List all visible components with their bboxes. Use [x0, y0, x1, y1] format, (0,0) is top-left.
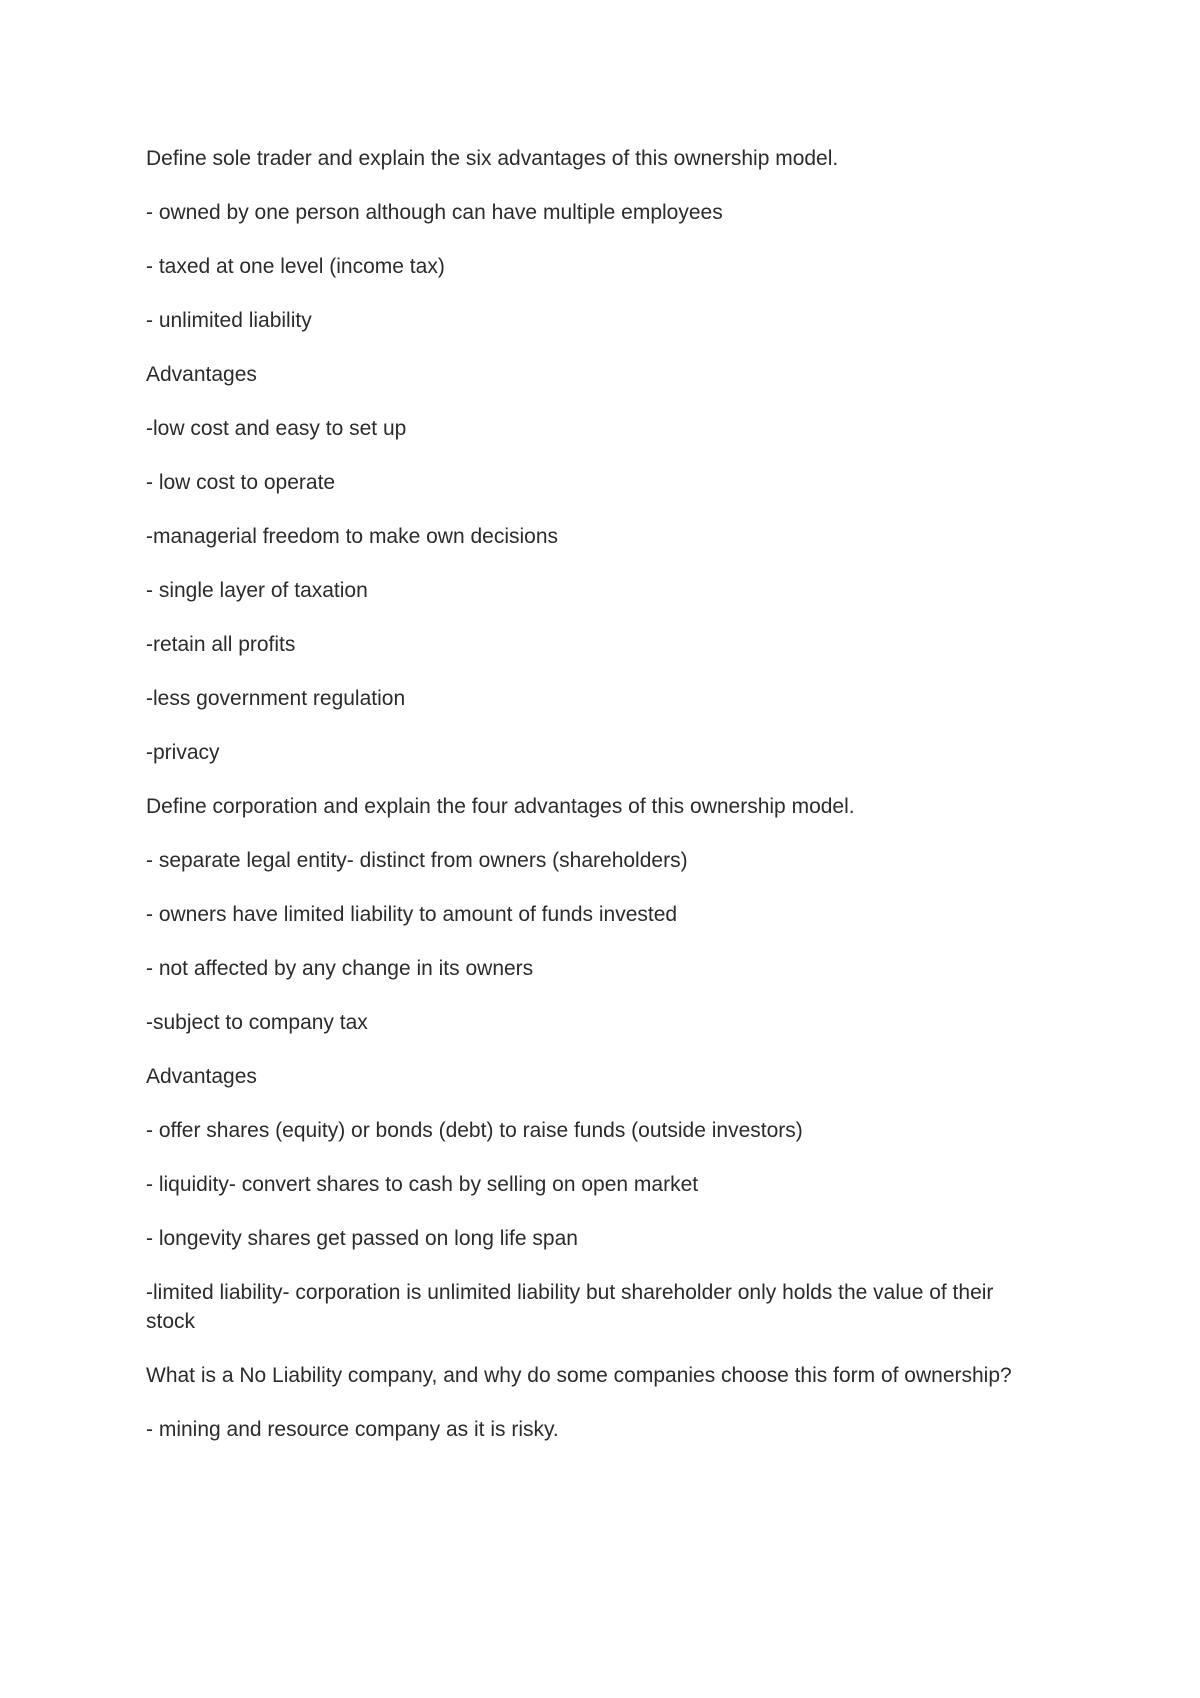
- list-item: - single layer of taxation: [146, 579, 368, 602]
- list-item: - not affected by any change in its owners: [146, 957, 534, 980]
- list-item: - unlimited liability: [146, 309, 312, 332]
- list-item: -managerial freedom to make own decisions: [146, 525, 559, 548]
- list-item: - taxed at one level (income tax): [146, 255, 445, 278]
- list-item: - longevity shares get passed on long life span: [146, 1227, 578, 1250]
- list-item: -privacy: [146, 741, 220, 764]
- list-item: -retain all profits: [146, 633, 296, 656]
- document-body: [146, 144, 1046, 1469]
- list-item: - separate legal entity- distinct from owners (shareholders): [146, 849, 688, 872]
- list-item: - owned by one person although can have multiple employees: [146, 201, 723, 224]
- question-sole-trader: Define sole trader and explain the six advantages of this ownership model.: [146, 147, 839, 170]
- list-item: -less government regulation: [146, 687, 406, 710]
- list-item: - mining and resource company as it is risky.: [146, 1418, 559, 1441]
- list-item: -subject to company tax: [146, 1011, 368, 1034]
- list-item: - offer shares (equity) or bonds (debt) to raise funds (outside investors): [146, 1119, 803, 1142]
- question-no-liability-company: What is a No Liability company, and why do some companies choose this form of ownership?: [146, 1364, 1012, 1387]
- question-corporation: Define corporation and explain the four advantages of this ownership model.: [146, 795, 855, 818]
- list-item: - owners have limited liability to amount of funds invested: [146, 903, 678, 926]
- list-item: -limited liability- corporation is unlimited liability but shareholder only holds the value of their stock: [146, 1281, 994, 1333]
- section-heading-advantages: Advantages: [146, 1065, 257, 1088]
- section-heading-advantages: Advantages: [146, 363, 257, 386]
- list-item: - liquidity- convert shares to cash by selling on open market: [146, 1173, 699, 1196]
- list-item: - low cost to operate: [146, 471, 336, 494]
- list-item: -low cost and easy to set up: [146, 417, 407, 440]
